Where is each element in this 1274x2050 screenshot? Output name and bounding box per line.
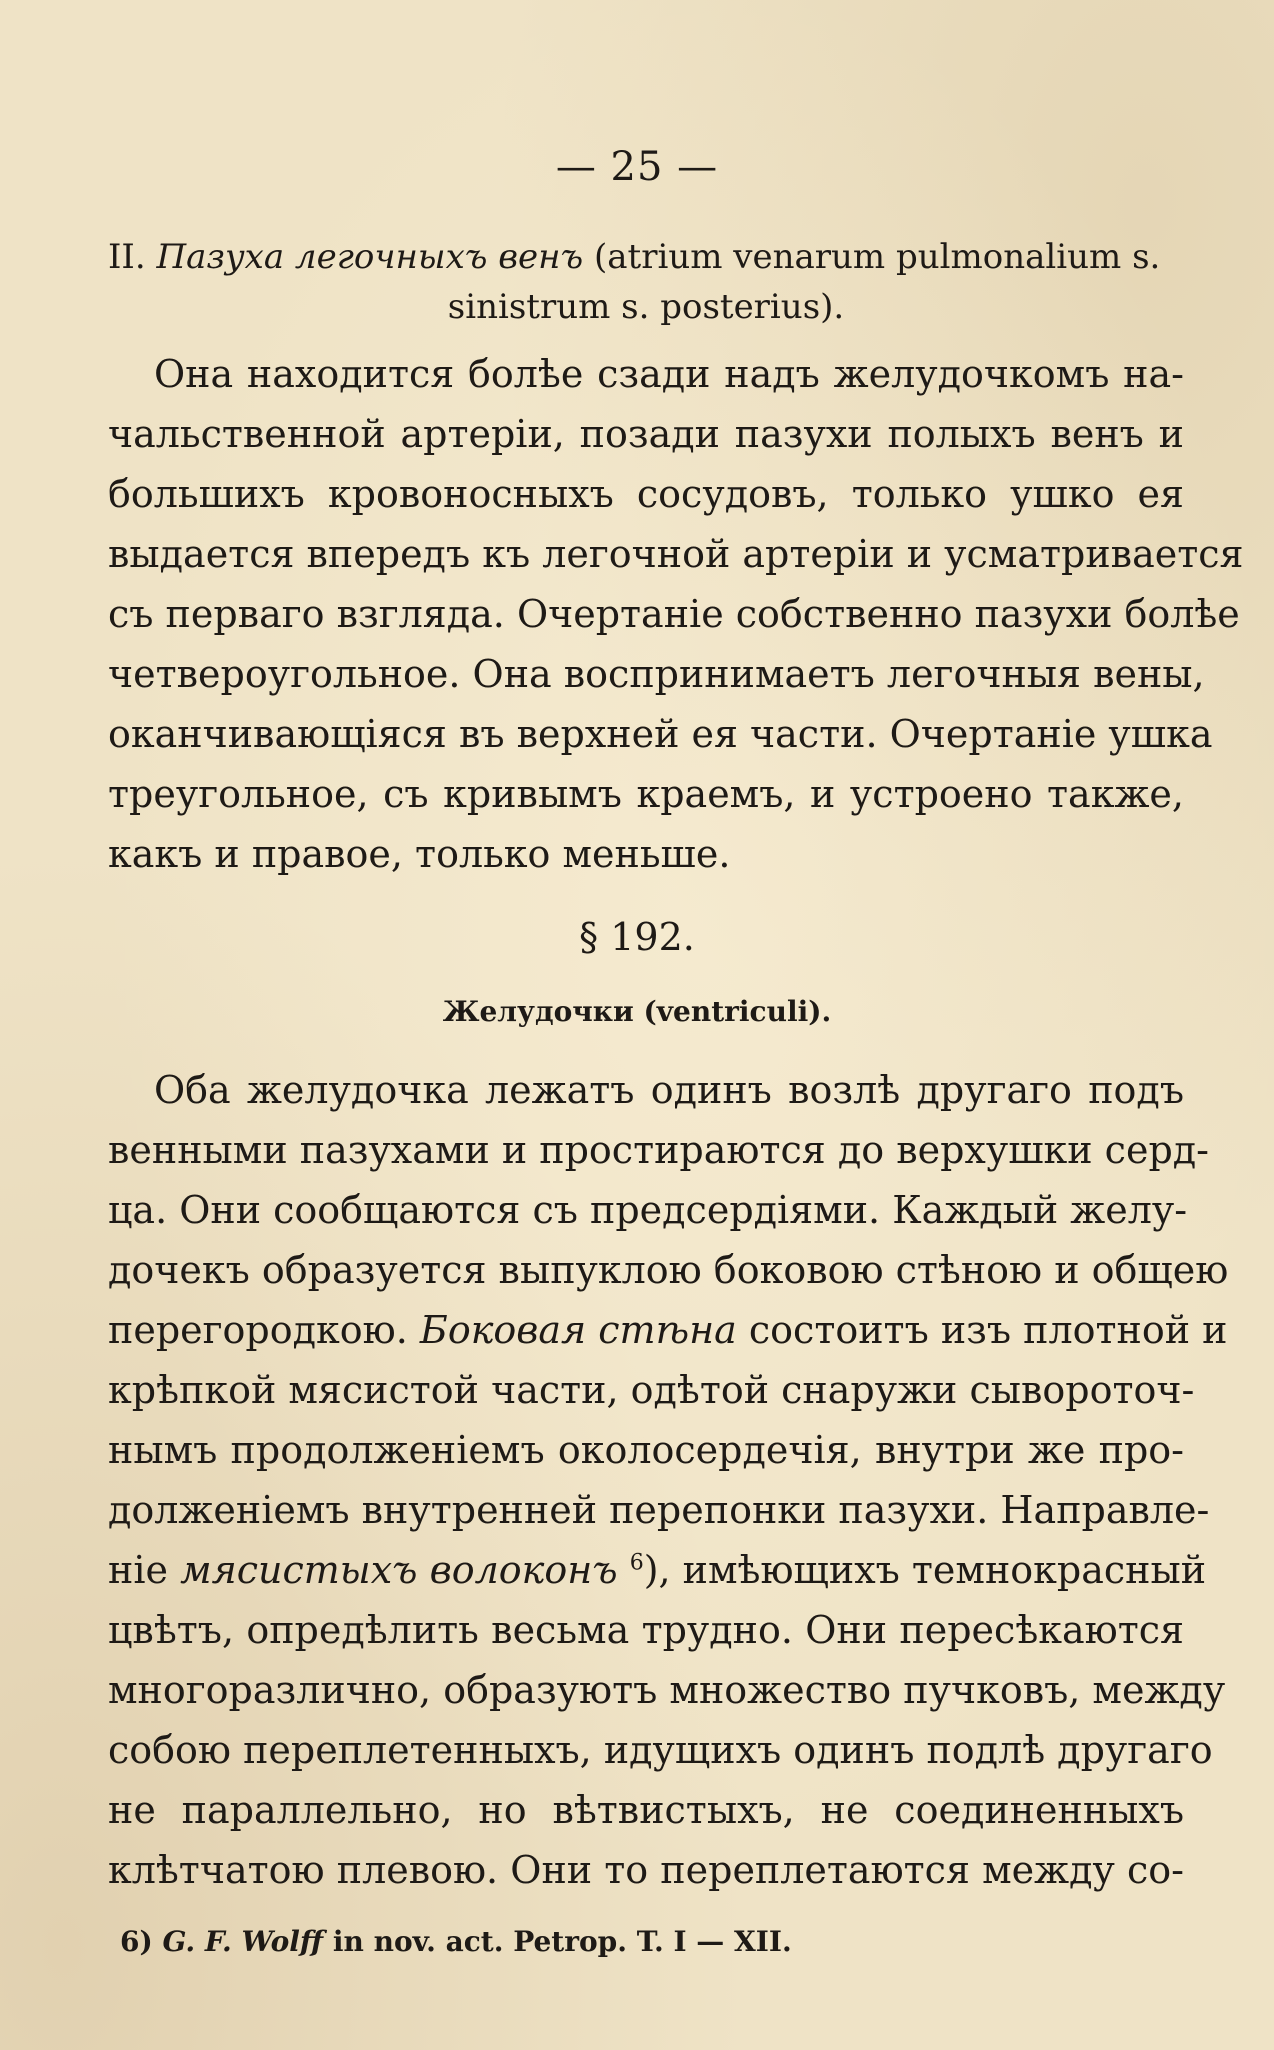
section-number: § 192.: [579, 915, 695, 959]
heading-line-2: [108, 282, 1184, 332]
text-line: [108, 1540, 1207, 1600]
heading-line-1: [108, 232, 1184, 282]
text-line: оканчивающіяся въ верхней ея части. Очертаніе ушка: [108, 712, 1213, 756]
footnote-citation: in nov. act. Petrop. T. I — XII.: [332, 1925, 792, 1958]
text-line: долженіемъ внутренней перепонки пазухи. Направле-: [108, 1488, 1210, 1532]
italic-term: мясистыхъ волоконъ: [180, 1548, 618, 1592]
text-line: Оба желудочка лежатъ одинъ возлѣ другаго подъ: [154, 1068, 1184, 1112]
text-line: многоразлично, образуютъ множество пучковъ, между: [108, 1668, 1226, 1712]
text-line: выдается впередъ къ легочной артеріи и усматривается: [108, 532, 1244, 576]
text-line: какъ и правое, только меньше.: [108, 832, 731, 876]
text-line: венными пазухами и простираются до верхушки серд-: [108, 1128, 1210, 1172]
heading-latin-2: sinistrum s. posterius).: [447, 287, 845, 327]
page-number: — 25 —: [555, 144, 719, 190]
footnote-author: G. F. Wolff: [162, 1925, 324, 1958]
heading-numeral: II.: [108, 237, 146, 277]
text-line: крѣпкой мясистой части, одѣтой снаружи сывороточ-: [108, 1368, 1195, 1412]
text-line: четвероугольное. Она воспринимаетъ легочныя вены,: [108, 652, 1205, 696]
paragraph-2: [108, 1060, 1229, 1900]
text-line: [108, 1300, 1228, 1360]
text-line: дочекъ образуется выпуклою боковою стѣною и общею: [108, 1248, 1229, 1292]
footnote-marker: 6): [120, 1925, 153, 1958]
subheading: Желудочки (ventriculi).: [442, 995, 832, 1028]
heading-title: Пазуха легочныхъ венъ: [156, 237, 584, 277]
text-line: не параллельно, но вѣтвистыхъ, не соединенныхъ: [108, 1788, 1184, 1832]
text-line: треугольное, съ кривымъ краемъ, и устроено также,: [108, 772, 1184, 816]
text-segment: перегородкою.: [108, 1308, 420, 1352]
text-line: нымъ продолженіемъ околосердечія, внутри же про-: [108, 1428, 1184, 1472]
text-line: клѣтчатою плевою. Они то переплетаются между со-: [108, 1848, 1184, 1892]
text-segment: ), имѣющихъ темнокрасный: [643, 1548, 1207, 1592]
text-line: чальственной артеріи, позади пазухи полыхъ венъ и: [108, 412, 1184, 456]
italic-term: Боковая стѣна: [419, 1308, 737, 1352]
paragraph-1: [108, 344, 1244, 884]
text-line: Она находится болѣе сзади надъ желудочкомъ на-: [154, 352, 1184, 396]
text-line: цвѣтъ, опредѣлить весьма трудно. Они пересѣкаются: [108, 1608, 1184, 1652]
section-heading: [108, 232, 1184, 332]
footnote-reference: 6: [629, 1550, 644, 1576]
text-line: собою переплетенныхъ, идущихъ одинъ подлѣ другаго: [108, 1728, 1213, 1772]
heading-latin-1: (atrium venarum pulmonalium s.: [594, 237, 1161, 277]
text-line: съ перваго взгляда. Очертаніе собственно пазухи болѣе: [108, 592, 1240, 636]
text-segment: ніе: [108, 1548, 181, 1592]
footnote: [120, 1920, 1120, 1964]
text-line: большихъ кровоносныхъ сосудовъ, только ушко ея: [108, 472, 1184, 516]
text-line: ца. Они сообщаются съ предсердіями. Каждый желу-: [108, 1188, 1188, 1232]
text-segment: состоитъ изъ плотной и: [736, 1308, 1228, 1352]
